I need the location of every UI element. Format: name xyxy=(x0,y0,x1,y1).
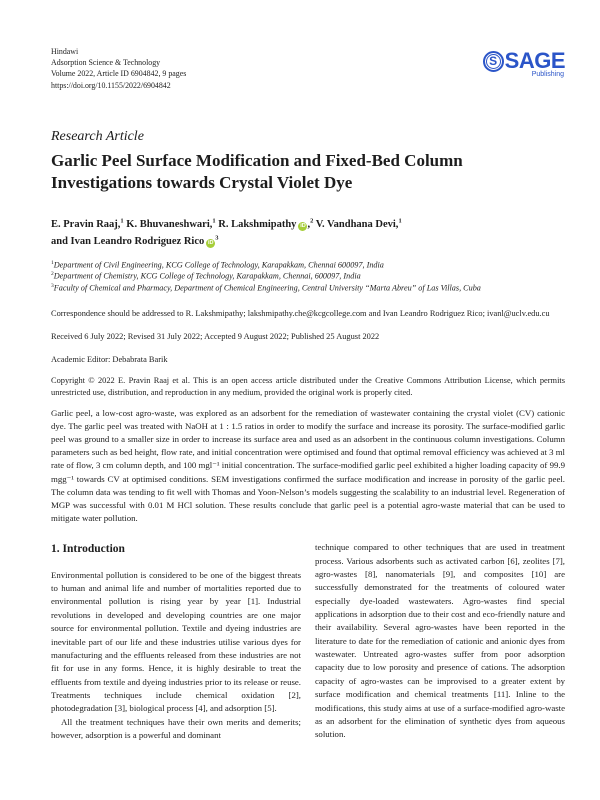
publisher-name: Hindawi xyxy=(51,47,79,56)
author: V. Vandhana Devi,$^1$ xyxy=(315,217,402,230)
sage-s-icon: S xyxy=(483,51,504,72)
author-list xyxy=(51,216,565,250)
sage-tagline: Publishing xyxy=(531,71,564,78)
header xyxy=(51,46,565,91)
intro-paragraph-2: All the treatment techniques have their own merits and demerits; however, adsorption is a powerful and dominant xyxy=(51,716,301,741)
abstract-text: Garlic peel, a low-cost agro-waste, was explored as an adsorbent for the remediation of wastewater containing the crystal violet (CV) cationic dye. The garlic peel was treated with NaOH at 1 : 1.5 ratios in order to modify the surface and increase its porosity. The surface-modified garlic peel was ground to a smaller size in order to increase its surface area and used as an adsorbent in the continuous column investigations. Column parameters such as bed height, flow rate, and initial concentration were optimised and found that optimal removal efficiency was achieved at 3 ml rate of flow, 3 cm column depth, and 100 mgl⁻¹ initial concentration. The surface-modified garlic peel exhibited a higher loading capacity of 99.9 mgg⁻¹ towards CV at optimised conditions. SEM investigations confirmed the surface modification and increase in porosity of the garlic peel. The column data was tending to fit well with Thomas and Yoon-Nelson’s models suggesting the scalability to an industrial level. Regeneration of MGP was successful with 0.01 M HCl solution. These results conclude that garlic peel is a potential agro-waste material that can be used to mitigate water pollution. xyxy=(51,407,565,524)
author-line-1 xyxy=(51,216,565,233)
right-column xyxy=(315,541,565,742)
volume-line: Volume 2022, Article ID 6904842, 9 pages xyxy=(51,69,187,79)
journal-meta xyxy=(51,46,186,91)
article-type: Research Article xyxy=(51,128,144,144)
intro-paragraph-1: Environmental pollution is considered to be one of the biggest threats to human and animal life and number of mortalities reported due to environmental pollution is rising year by year [1]. Industrial revolutions in developed and developing countries are one major source for environmental pollution. Textile and dyeing industries are inevitable part of our life and these industries utilise various dyes for manufacturing and the effluents released from these industries are not fit for use in any forms. Hence, it is highly desirable to treat the effluents from textile and dyeing industries prior to its release or reuse. Treatments techniques include chemical oxidation [2], photodegradation [3], biological process [4], and adsorption [5]. xyxy=(51,569,301,714)
sage-logo[interactable] xyxy=(483,48,565,78)
author: E. Pravin Raaj,$^1$ xyxy=(51,217,124,230)
affiliation: $^3$Faculty of Chemical and Pharmacy, Department of Chemical Engineering, Central University “Marta Abreu” of Las Villas, Cuba xyxy=(51,283,481,293)
page-content xyxy=(51,0,565,742)
author: R. Lakshmipathy iD ,$^2$ xyxy=(218,217,314,230)
section-heading-introduction: 1. Introduction xyxy=(51,543,125,556)
article-title xyxy=(51,150,565,194)
academic-editor: Academic Editor: Debabrata Barik xyxy=(51,354,168,364)
affiliation: $^1$Department of Civil Engineering, KCG College of Technology, Karapakkam, Chennai 600097, India xyxy=(51,259,384,270)
affiliation-list xyxy=(51,260,565,295)
journal-name: Adsorption Science & Technology xyxy=(51,58,161,68)
history-dates: Received 6 July 2022; Revised 31 July 2022; Accepted 9 August 2022; Published 25 August 2022 xyxy=(51,332,380,342)
article-title-line1: Garlic Peel Surface Modification and Fixed-Bed Column xyxy=(51,150,463,170)
author: and Ivan Leandro Rodriguez Rico $iD^3$ xyxy=(51,234,219,247)
author-line-2 xyxy=(51,233,565,250)
intro-paragraph-2-continued: technique compared to other techniques that are used in treatment process. Various adsorbents such as activated carbon [6], zeolites [7], agro-wastes [8], nanomaterials [9], and composites [10] are successfully demonstrated for the treatments of coloured water especially dye-loaded wastewaters. Agro-wastes find special applications in adsorption due to their cost and eco-friendly nature and their availability. Several agro-wastes have been reported in the literature to date for the remediation of cationic and anionic dyes from wastewater. Untreated agro-wastes suffer from poor adsorption capacity due to low porosity and presence of cations. The adsorption capacity of agro-wastes can be improvised to a greater extent by surface modification and chemical treatments [11]. Inline to the modifications, this study aims at use of a surface-modified agro-waste as an adsorbent for the elimination of synthetic dyes from aqueous solution. xyxy=(315,542,565,740)
sage-wordmark: SAGE xyxy=(504,48,565,73)
orcid-icon[interactable]: iD xyxy=(300,222,306,229)
correspondence-note: Correspondence should be addressed to R. Lakshmipathy; lakshmipathy.che@kcgcollege.com and Ivan Leandro Rodriguez Rico; ivanl@uclv.edu.cu xyxy=(51,308,550,318)
affiliation: $^2$Department of Chemistry, KCG College of Technology, Karapakkam, Chennai, 600097, India xyxy=(51,271,361,282)
copyright-notice: Copyright © 2022 E. Pravin Raaj et al. This is an open access article distributed under the Creative Commons Attribution License, which permits unrestricted use, distribution, and reproduction in any medium, provided the original work is properly cited. xyxy=(51,376,565,397)
body-columns xyxy=(51,541,565,742)
left-column xyxy=(51,541,301,742)
article-title-line2: Investigations towards Crystal Violet Dye xyxy=(51,172,353,192)
orcid-icon[interactable]: iD xyxy=(208,239,214,246)
author: K. Bhuvaneshwari,$^1$ xyxy=(126,217,216,230)
doi-link[interactable]: https://doi.org/10.1155/2022/6904842 xyxy=(51,80,171,90)
